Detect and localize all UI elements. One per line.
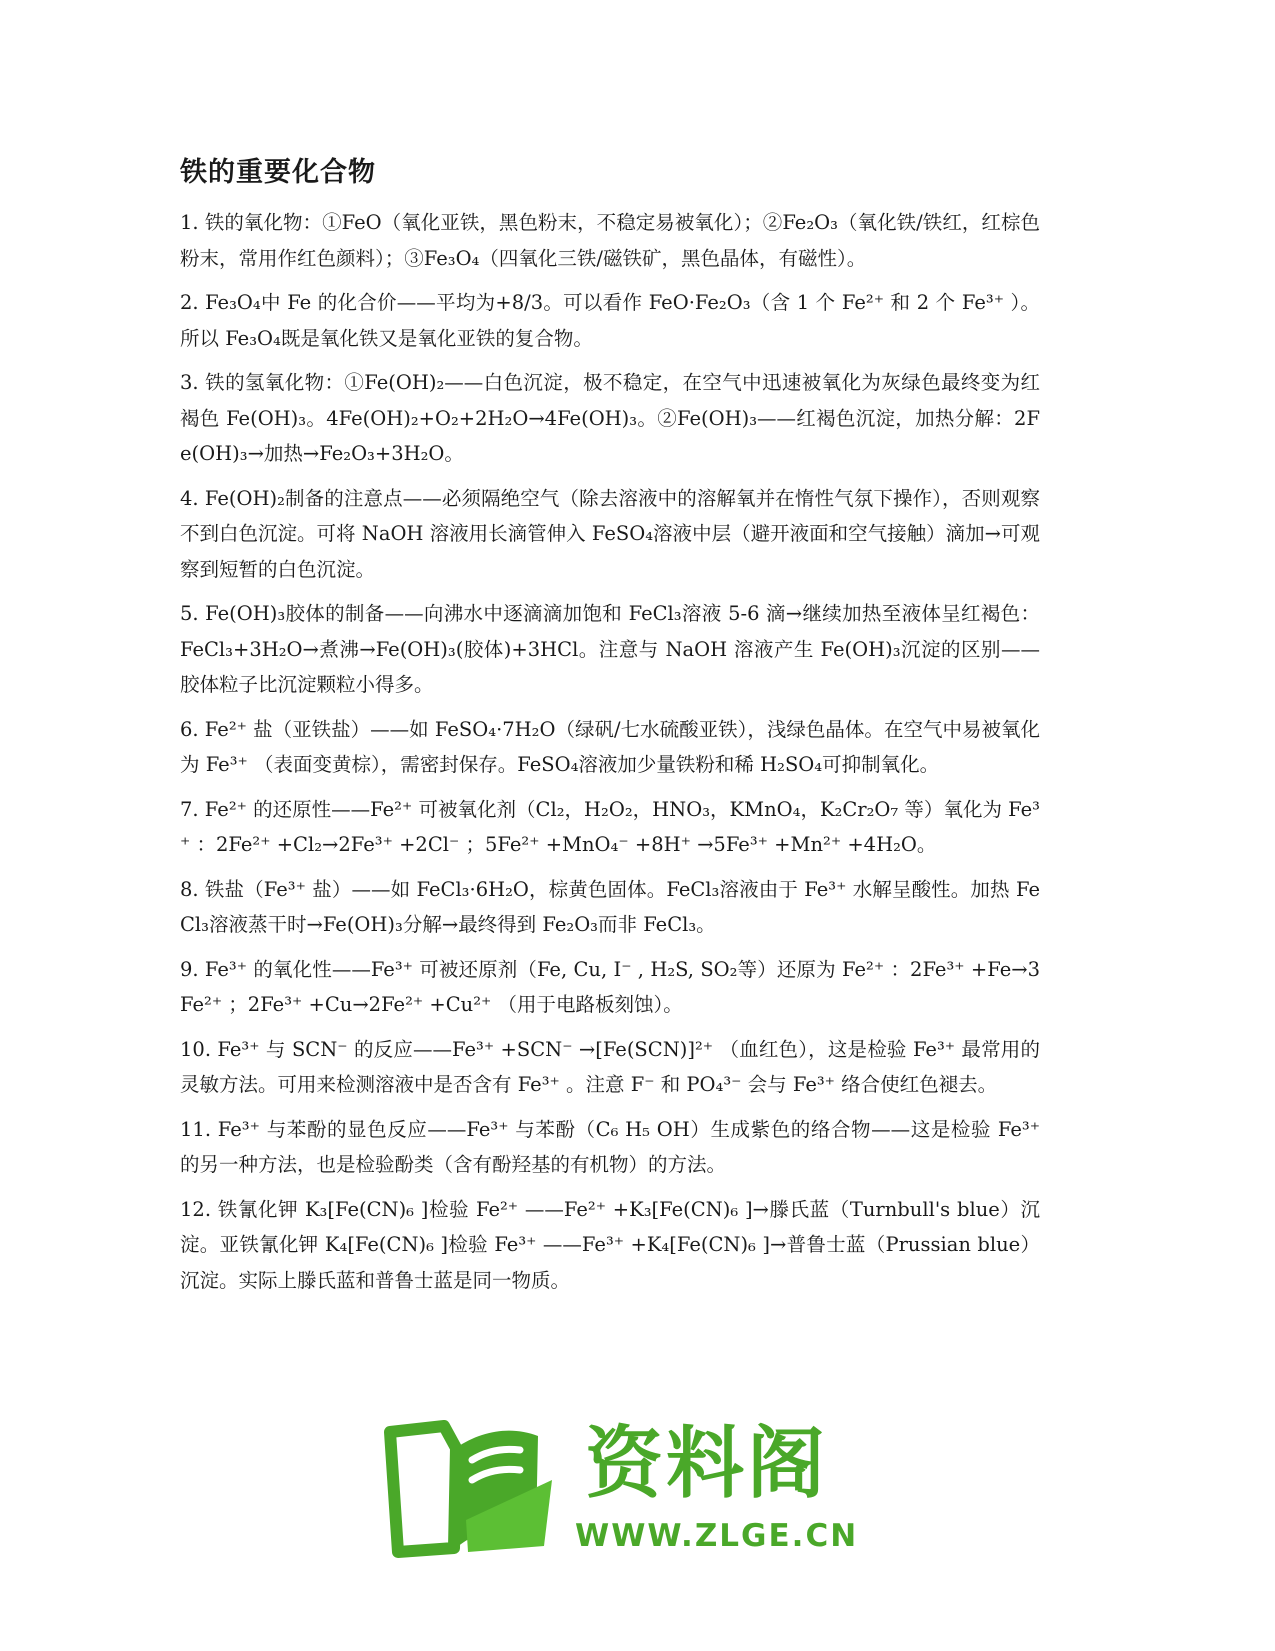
document-body <box>180 205 1040 1307</box>
paragraph-7: 7. Fe²⁺ 的还原性——Fe²⁺ 可被氧化剂（Cl₂，H₂O₂，HNO₃，KMnO₄，K₂Cr₂O₇ 等）氧化为 Fe³⁺ ：2Fe²⁺ +Cl₂→2Fe³⁺ +2Cl⁻ ；5Fe²⁺ +MnO₄⁻ +8H⁺ →5Fe³⁺ +Mn²⁺ +4H₂O。 <box>180 797 1040 856</box>
paragraph-1: 1. 铁的氧化物：①FeO（氧化亚铁，黑色粉末，不稳定易被氧化）；②Fe₂O₃（氧化铁/铁红，红棕色粉末，常用作红色颜料）；③Fe₃O₄（四氧化三铁/磁铁矿，黑色晶体，有磁性）。 <box>180 211 1040 270</box>
paragraph-2: 2. Fe₃O₄中 Fe 的化合价——平均为+8/3。可以看作 FeO·Fe₂O₃（含 1 个 Fe²⁺ 和 2 个 Fe³⁺ ）。所以 Fe₃O₄既是氧化铁又是氧化亚铁的复合物。 <box>180 291 1040 350</box>
paragraph-3: 3. 铁的氢氧化物：①Fe(OH)₂——白色沉淀，极不稳定，在空气中迅速被氧化为灰绿色最终变为红褐色 Fe(OH)₃。4Fe(OH)₂+O₂+2H₂O→4Fe(OH)₃。②Fe(OH)₃——红褐色沉淀，加热分解：2Fe(OH)₃→加热→Fe₂O₃+3H₂O。 <box>180 371 1040 465</box>
paragraph-10: 10. Fe³⁺ 与 SCN⁻ 的反应——Fe³⁺ +SCN⁻ →[Fe(SCN)]²⁺ （血红色），这是检验 Fe³⁺ 最常用的灵敏方法。可用来检测溶液中是否含有 Fe³⁺ 。注意 F⁻ 和 PO₄³⁻ 会与 Fe³⁺ 络合使红色褪去。 <box>180 1037 1040 1096</box>
watermark-logo <box>380 1419 859 1565</box>
paragraph-9: 9. Fe³⁺ 的氧化性——Fe³⁺ 可被还原剂（Fe, Cu, I⁻ , H₂S, SO₂等）还原为 Fe²⁺ ：2Fe³⁺ +Fe→3Fe²⁺ ；2Fe³⁺ +Cu→2Fe²⁺ +Cu²⁺ （用于电路板刻蚀）。 <box>180 957 1040 1016</box>
paragraph-6: 6. Fe²⁺ 盐（亚铁盐）——如 FeSO₄·7H₂O（绿矾/七水硫酸亚铁），浅绿色晶体。在空气中易被氧化为 Fe³⁺ （表面变黄棕），需密封保存。FeSO₄溶液加少量铁粉和稀 H₂SO₄可抑制氧化。 <box>180 717 1040 776</box>
paragraph-5: 5. Fe(OH)₃胶体的制备——向沸水中逐滴滴加饱和 FeCl₃溶液 5-6 滴→继续加热至液体呈红褐色：FeCl₃+3H₂O→煮沸→Fe(OH)₃(胶体)+3HCl。注意与 NaOH 溶液产生 Fe(OH)₃沉淀的区别——胶体粒子比沉淀颗粒小得多。 <box>180 602 1040 696</box>
paragraph-8: 8. 铁盐（Fe³⁺ 盐）——如 FeCl₃·6H₂O，棕黄色固体。FeCl₃溶液由于 Fe³⁺ 水解呈酸性。加热 FeCl₃溶液蒸干时→Fe(OH)₃分解→最终得到 Fe₂O₃而非 FeCl₃。 <box>180 877 1040 936</box>
paragraph-11: 11. Fe³⁺ 与苯酚的显色反应——Fe³⁺ 与苯酚（C₆ H₅ OH）生成紫色的络合物——这是检验 Fe³⁺ 的另一种方法，也是检验酚类（含有酚羟基的有机物）的方法。 <box>180 1117 1040 1176</box>
paragraph-12: 12. 铁氰化钾 K₃[Fe(CN)₆ ]检验 Fe²⁺ ——Fe²⁺ +K₃[Fe(CN)₆ ]→滕氏蓝（Turnbull's blue）沉淀。亚铁氰化钾 K₄[Fe(CN)₆ ]检验 Fe³⁺ ——Fe³⁺ +K₄[Fe(CN)₆ ]→普鲁士蓝（Prussian blue）沉淀。实际上滕氏蓝和普鲁士蓝是同一物质。 <box>180 1197 1040 1292</box>
logo-name: 资料阁 <box>585 1419 829 1509</box>
book-icon <box>380 1420 560 1565</box>
paragraph-4: 4. Fe(OH)₂制备的注意点——必须隔绝空气（除去溶液中的溶解氧并在惰性气氛下操作），否则观察不到白色沉淀。可将 NaOH 溶液用长滴管伸入 FeSO₄溶液中层（避开液面和空气接触）滴加→可观察到短暂的白色沉淀。 <box>180 486 1040 581</box>
logo-url: WWW.ZLGE.CN <box>575 1518 859 1554</box>
page-title: 铁的重要化合物 <box>180 157 376 188</box>
